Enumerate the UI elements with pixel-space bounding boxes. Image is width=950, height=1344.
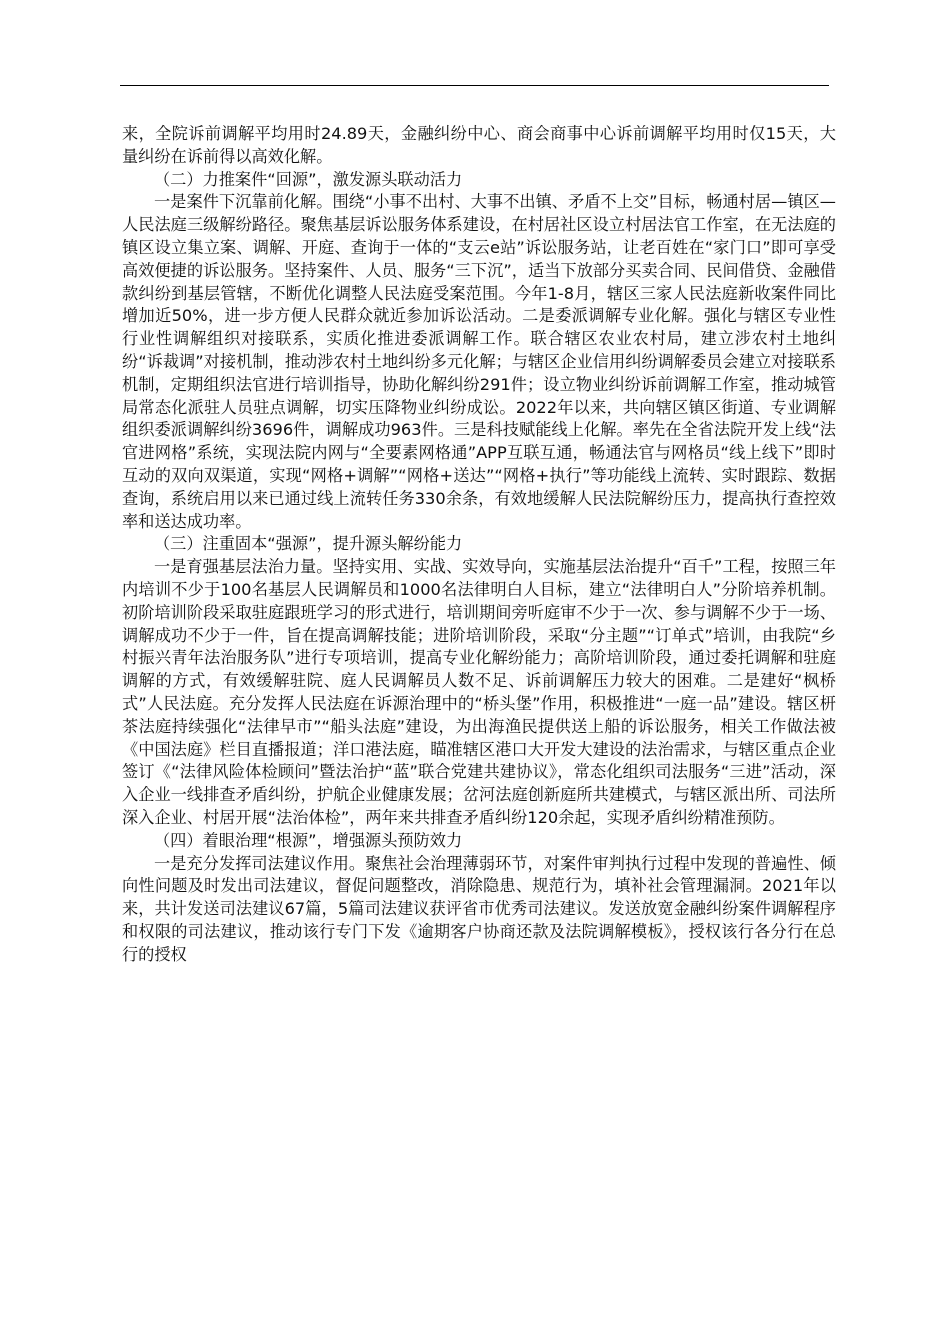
section-heading-2: （二）力推案件“回源”，激发源头联动活力 xyxy=(154,169,463,189)
section-heading-4: （四）着眼治理“根源”，增强源头预防效力 xyxy=(154,830,463,850)
paragraph-continuation: 来，全院诉前调解平均用时24.89天，金融纠纷中心、商会商事中心诉前调解平均用时仅15天，大量纠纷在诉前得以高效化解。 xyxy=(122,124,836,166)
section-heading-3: （三）注重固本“强源”，提升源头解纷能力 xyxy=(154,534,463,554)
paragraph-section-4: 一是充分发挥司法建议作用。聚焦社会治理薄弱环节，对案件审判执行过程中发现的普遍性、倾向性问题及时发出司法建议，督促问题整改，消除隐患、规范行为，填补社会管理漏洞。2021年以来，共计发送司法建议67篇，5篇司法建议获评省市优秀司法建议。发送放宽金融纠纷案件调解程序和权限的司法建议，推动该行专门下发《逾期客户协商还款及法院调解模板》，授权该行各分行在总行的授权 xyxy=(122,853,836,964)
document-body xyxy=(122,123,836,966)
header-rule xyxy=(120,85,829,86)
paragraph-section-2: 一是案件下沉靠前化解。围绕“小事不出村、大事不出镇、矛盾不上交”目标，畅通村居—镇区—人民法庭三级解纷路径。聚焦基层诉讼服务体系建设，在村居社区设立村居法官工作室，在无法庭的镇区设立集立案、调解、开庭、查询于一体的“支云e站”诉讼服务站，让老百姓在“家门口”即可享受高效便捷的诉讼服务。坚持案件、人员、服务“三下沉”，适当下放部分买卖合同、民间借贷、金融借款纠纷到基层管辖，不断优化调整人民法庭受案范围。今年1-8月，辖区三家人民法庭新收案件同比增加近50%，进一步方便人民群众就近参加诉讼活动。二是委派调解专业化解。强化与辖区专业性行业性调解组织对接联系，实质化推进委派调解工作。联合辖区农业农村局，建立涉农村土地纠纷“诉裁调”对接机制，推动涉农村土地纠纷多元化解；与辖区企业信用纠纷调解委员会建立对接联系机制，定期组织法官进行培训指导，协助化解纠纷291件；设立物业纠纷诉前调解工作室，推动城管局常态化派驻人员驻点调解，切实压降物业纠纷成讼。2022年以来，共向辖区镇区街道、专业调解组织委派调解纠纷3696件，调解成功963件。三是科技赋能线上化解。率先在全省法院开发上线“法官进网格”系统，实现法院内网与“全要素网格通”APP互联互通，畅通法官与网格员“线上线下”即时互动的双向双渠道，实现“网格+调解”“网格+送达”“网格+执行”等功能线上流转、实时跟踪、数据查询，系统启用以来已通过线上流转任务330余条，有效地缓解人民法院解纷压力，提高执行查控效率和送达成功率。 xyxy=(122,192,836,531)
paragraph-section-3: 一是育强基层法治力量。坚持实用、实战、实效导向，实施基层法治提升“百千”工程，按照三年内培训不少于100名基层人民调解员和1000名法律明白人目标，建立“法律明白人”分阶培养机制。初阶培训阶段采取驻庭跟班学习的形式进行，培训期间旁听庭审不少于一次、参与调解不少于一场、调解成功不少于一件，旨在提高调解技能；进阶培训阶段，采取“分主题”“订单式”培训，由我院“乡村振兴青年法治服务队”进行专项培训，提高专业化解纷能力；高阶培训阶段，通过委托调解和驻庭调解的方式，有效缓解驻院、庭人民调解员人数不足、诉前调解压力较大的困难。二是建好“枫桥式”人民法庭。充分发挥人民法庭在诉源治理中的“桥头堡”作用，积极推进“一庭一品”建设。辖区枅茶法庭持续强化“法律早市”“船头法庭”建设，为出海渔民提供送上船的诉讼服务，相关工作做法被《中国法庭》栏目直播报道；洋口港法庭，瞄准辖区港口大开发大建设的法治需求，与辖区重点企业签订《“法律风险体检顾问”暨法治护“蓝”联合党建共建协议》，常态化组织司法服务“三进”活动，深入企业一线排查矛盾纠纷，护航企业健康发展；岔河法庭创新庭所共建模式，与辖区派出所、司法所深入企业、村居开展“法治体检”，两年来共排查矛盾纠纷120余起，实现矛盾纠纷精准预防。 xyxy=(122,557,836,827)
